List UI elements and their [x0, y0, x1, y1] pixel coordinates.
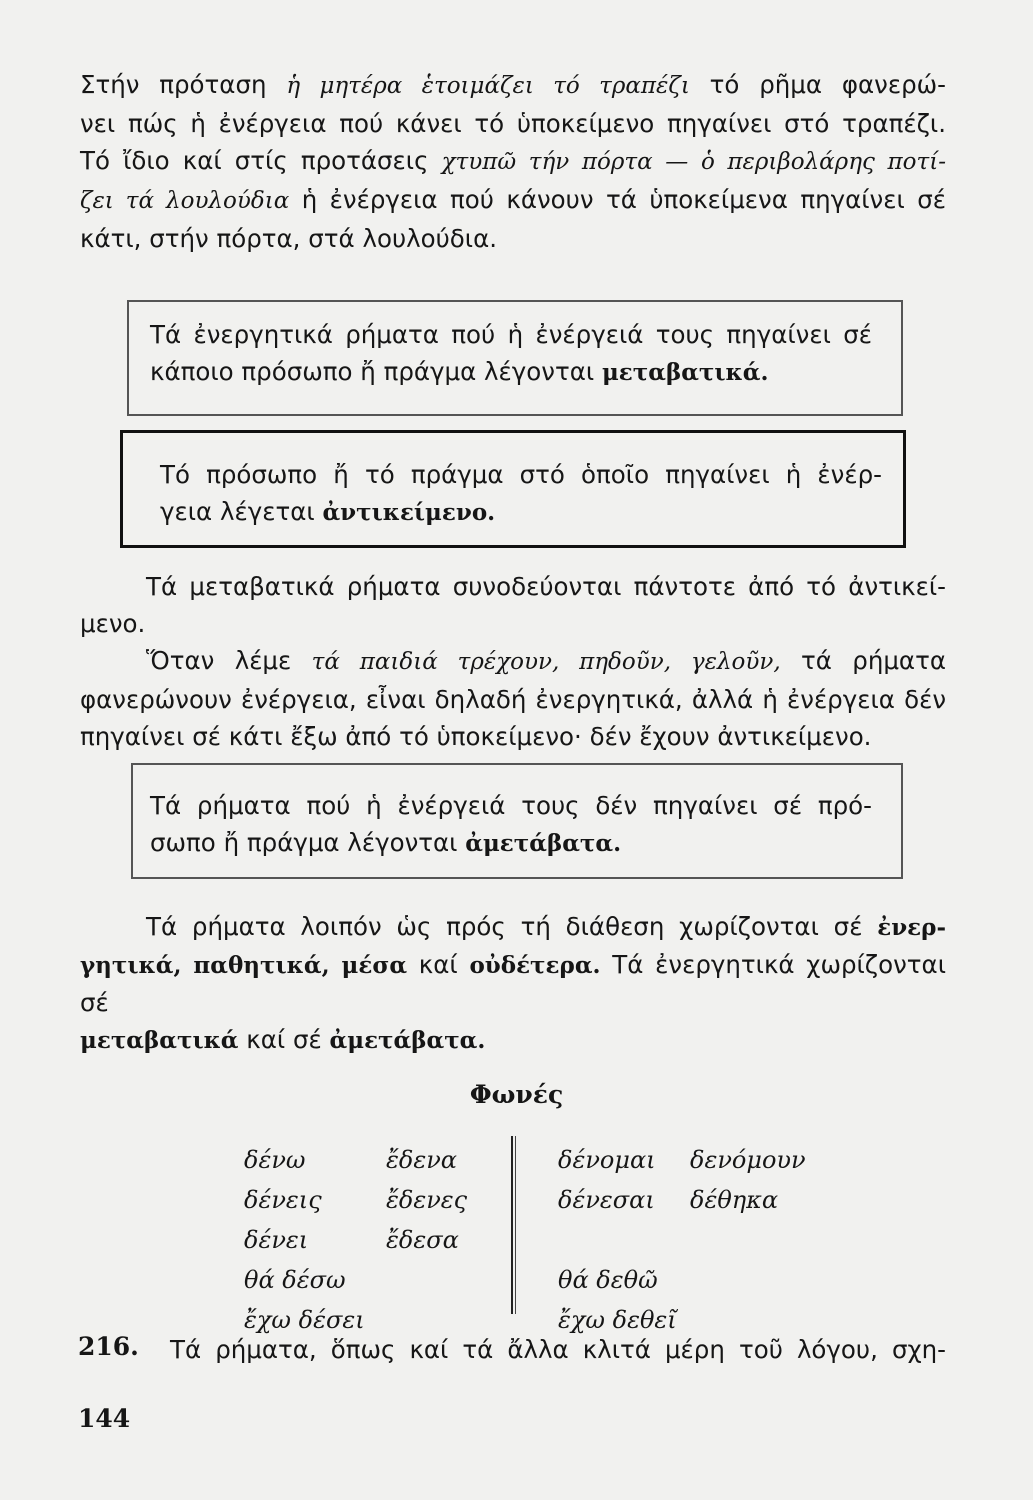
active-present-column: [244, 1140, 365, 1340]
definition-object-text: [160, 456, 882, 531]
text-line: γεια λέγεται ἀντικείμενο.: [160, 497, 496, 526]
verb-form: δενόμουν: [690, 1146, 806, 1174]
voice-divider-line: [511, 1136, 513, 1314]
text-line: Στήν πρόταση ἡ μητέρα ἑτοιμάζει τό τραπέζι τό ρῆμα φανερώ-: [80, 70, 946, 99]
text-line: Ὅταν λέμε τά παιδιά τρέχουν, πηδοῦν, γελοῦν, τά ρήματα: [146, 646, 946, 675]
passive-past-column: [690, 1140, 806, 1220]
paragraph-transitive-object: [80, 568, 946, 642]
text-line: κάτι, στήν πόρτα, στά λουλούδια.: [80, 224, 498, 253]
section-heading-voices: Φωνές: [469, 1080, 564, 1109]
text-line: μεταβατικά καί σέ ἀμετάβατα.: [80, 1025, 486, 1054]
text-line: πηγαίνει σέ κάτι ἔξω ἀπό τό ὑποκείμενο· δέν ἔχουν ἀντικείμενο.: [80, 722, 872, 751]
section-number: 216.: [78, 1332, 139, 1361]
text-line: Τό ἴδιο καί στίς προτάσεις χτυπῶ τήν πόρτα — ὁ περιβολάρης ποτί-: [80, 146, 946, 175]
voice-divider-line: [515, 1136, 516, 1314]
verb-form: ἔχω δεθεῖ: [558, 1306, 677, 1334]
text-line: Τά ρήματα πού ἡ ἐνέργειά τους δέν πηγαίνει σέ πρό-: [150, 791, 872, 820]
verb-form: δένεις: [244, 1186, 322, 1214]
verb-form: θά δεθῶ: [558, 1266, 658, 1294]
paragraph-verb-classification: [80, 908, 946, 1059]
definition-intransitive-text: [150, 787, 872, 862]
verb-form: θά δέσω: [244, 1266, 346, 1294]
paragraph-transitive-examples: [80, 66, 946, 257]
text-line: σωπο ἤ πράγμα λέγονται ἀμετάβατα.: [150, 828, 622, 857]
active-past-column: [386, 1140, 467, 1260]
verb-form: δένομαι: [558, 1146, 656, 1174]
definition-transitive-text: [150, 316, 872, 391]
verb-form: δένεσαι: [558, 1186, 655, 1214]
text-line: Τά ρήματα λοιπόν ὡς πρός τή διάθεση χωρίζονται σέ ἐνερ-: [146, 912, 946, 941]
text-line: κάποιο πρόσωπο ἤ πράγμα λέγονται μεταβατικά.: [150, 357, 769, 386]
verb-form: [558, 1220, 677, 1260]
text-line: νει πώς ἡ ἐνέργεια πού κάνει τό ὑποκείμενο πηγαίνει στό τραπέζι.: [80, 109, 946, 138]
text-line: Τά ρήματα, ὅπως καί τά ἄλλα κλιτά μέρη τοῦ λόγου, σχη-: [170, 1335, 946, 1364]
text-line: ζει τά λουλούδια ἡ ἐνέργεια πού κάνουν τά ὑποκείμενα πηγαίνει σέ: [80, 185, 946, 214]
verb-form: δένει: [244, 1226, 309, 1254]
text-line: φανερώνουν ἐνέργεια, εἶναι δηλαδή ἐνεργητικά, ἀλλά ἡ ἐνέργεια δέν: [80, 685, 946, 714]
text-line: μενο.: [80, 609, 146, 638]
verb-form: ἔδενα: [386, 1146, 458, 1174]
text-line: Τό πρόσωπο ἤ τό πράγμα στό ὁποῖο πηγαίνει ἡ ἐνέρ-: [160, 460, 882, 489]
text-line: Τά μεταβατικά ρήματα συνοδεύονται πάντοτε ἀπό τό ἀντικεί-: [146, 572, 946, 601]
verb-form: δέθηκα: [690, 1186, 779, 1214]
verb-form: ἔχω δέσει: [244, 1306, 365, 1334]
paragraph-intransitive-examples: [80, 642, 946, 755]
passive-present-column: [558, 1140, 677, 1340]
text-line: Τά ἐνεργητικά ρήματα πού ἡ ἐνέργειά τους πηγαίνει σέ: [150, 320, 872, 349]
verb-form: δένω: [244, 1146, 306, 1174]
verb-form: ἔδεσα: [386, 1226, 459, 1254]
page-number: 144: [78, 1404, 131, 1433]
verb-form: ἔδενες: [386, 1186, 468, 1214]
text-line: γητικά, παθητικά, μέσα καί οὐδέτερα. Τά ἐνεργητικά χωρίζονται σέ: [80, 950, 946, 1017]
section-216-text: [170, 1331, 946, 1368]
